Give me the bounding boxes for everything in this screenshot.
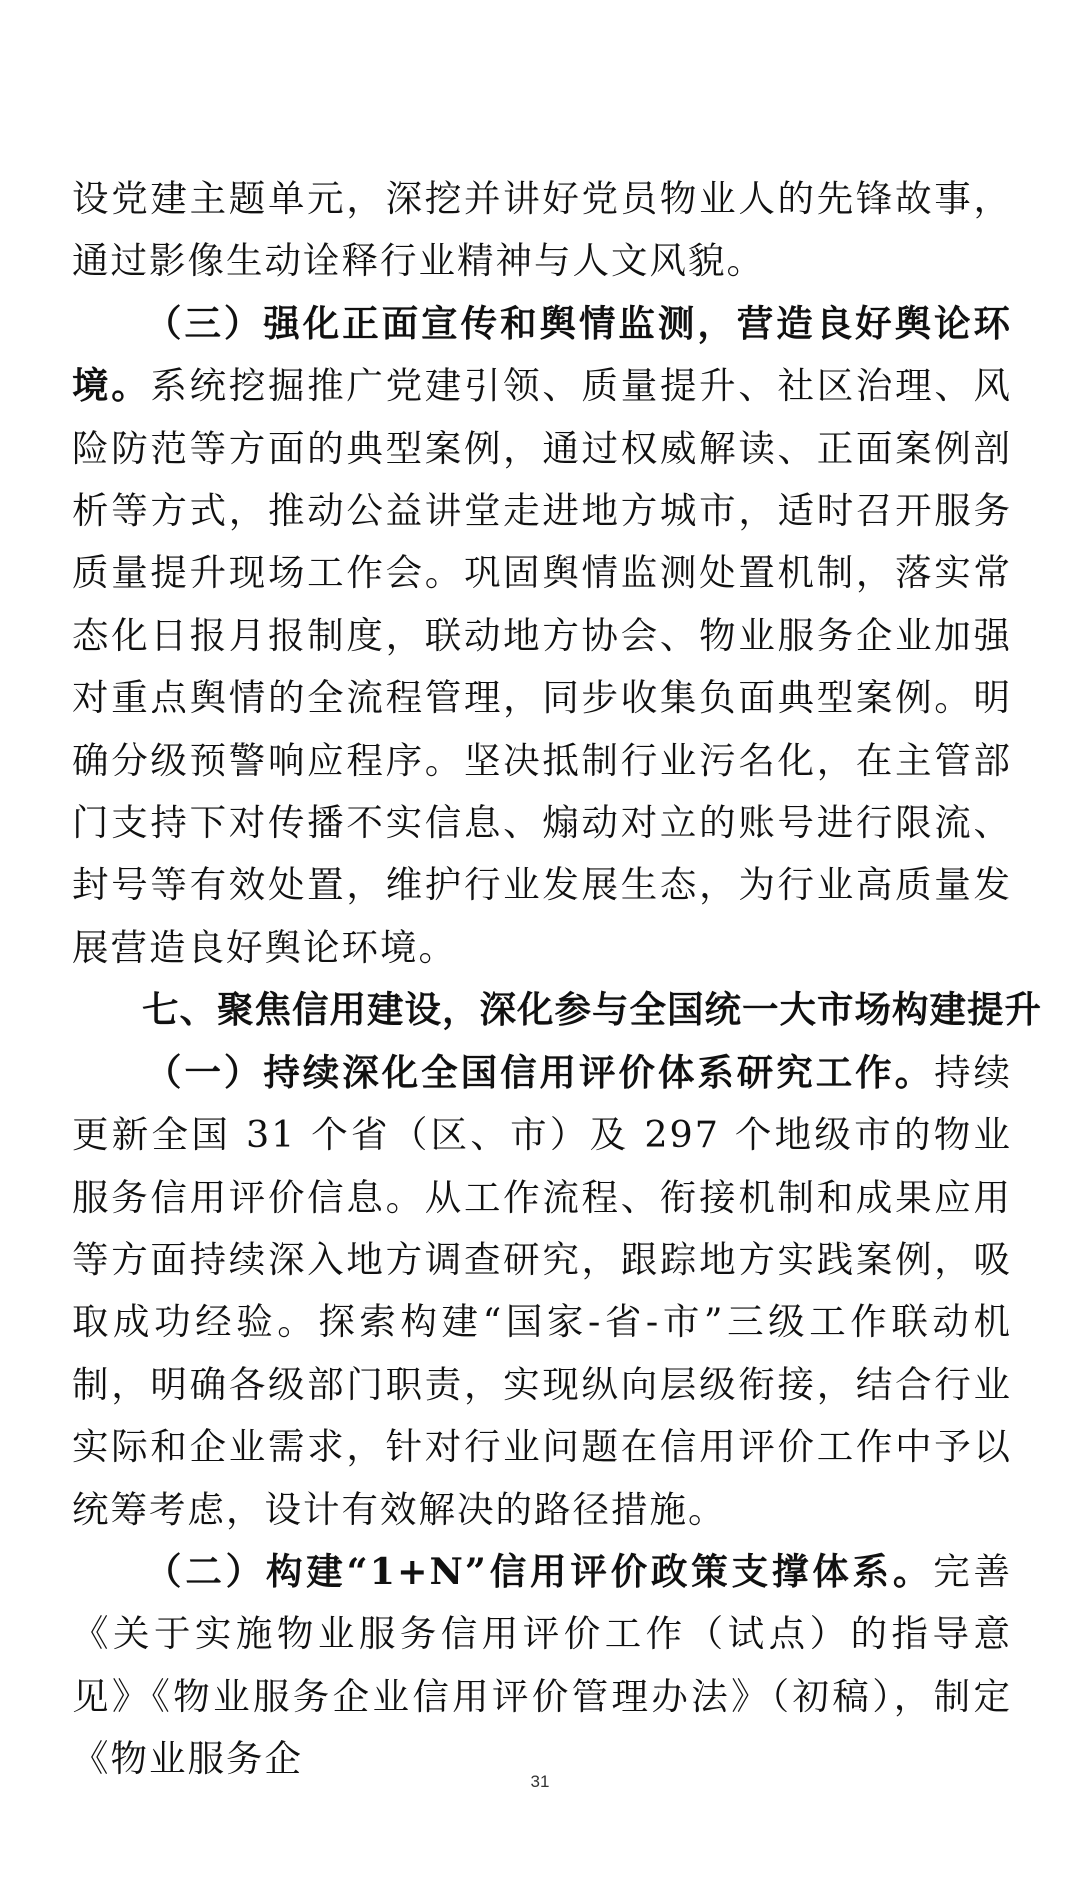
paragraph-lead: （一）持续深化全国信用评价体系研究工作。 — [145, 1050, 935, 1094]
paragraph-credit-research — [72, 1042, 1012, 1541]
page-number: 31 — [530, 1772, 550, 1791]
paragraph-lead: （三）强化正面宣传和舆情监测，营造良好舆论环境。 — [72, 301, 1012, 408]
paragraph-publicity — [72, 293, 1012, 979]
section-heading: 七、聚焦信用建设，深化参与全国统一大市场构建提升 — [142, 988, 1042, 1032]
paragraph-text: 持续更新全国 31 个省（区、市）及 297 个地级市的物业服务信用评价信息。从工作流程、衔接机制和成果应用等方面持续深入地方调查研究，跟踪地方实践案例，吸取成功经验。探索构建“国家-省-市”三级工作联动机制，明确各级部门职责，实现纵向层级衔接，结合行业实际和企业需求，针对行业问题在信用评价工作中予以统筹考虑，设计有效解决的路径措施。 — [72, 1050, 1013, 1531]
paragraph-text: 设党建主题单元，深挖并讲好党员物业人的先锋故事，通过影像生动诠释行业精神与人文风貌。 — [72, 177, 1012, 283]
paragraph-text: 系统挖掘推广党建引领、质量提升、社区治理、风险防范等方面的典型案例，通过权威解读、正面案例剖析等方式，推动公益讲堂走进地方城市，适时召开服务质量提升现场工作会。巩固舆情监测处置机制，落实常态化日报月报制度，联动地方协会、物业服务企业加强对重点舆情的全流程管理，同步收集负面典型案例。明确分级预警响应程序。坚决抵制行业污名化，在主管部门支持下对传播不实信息、煽动对立的账号进行限流、封号等有效处置，维护行业发展生态，为行业高质量发展营造良好舆论环境。 — [72, 364, 1013, 969]
paragraph-credit-policy — [72, 1541, 1012, 1791]
document-body — [72, 168, 1042, 1791]
paragraph-text: 完善《关于实施物业服务信用评价工作（试点）的指导意见》《物业服务企业信用评价管理办法》（初稿），制定《物业服务企 — [72, 1549, 1013, 1781]
paragraph-continued — [72, 168, 1012, 293]
paragraph-lead: （二）构建“1+N”信用评价政策支撑体系。 — [145, 1549, 934, 1593]
